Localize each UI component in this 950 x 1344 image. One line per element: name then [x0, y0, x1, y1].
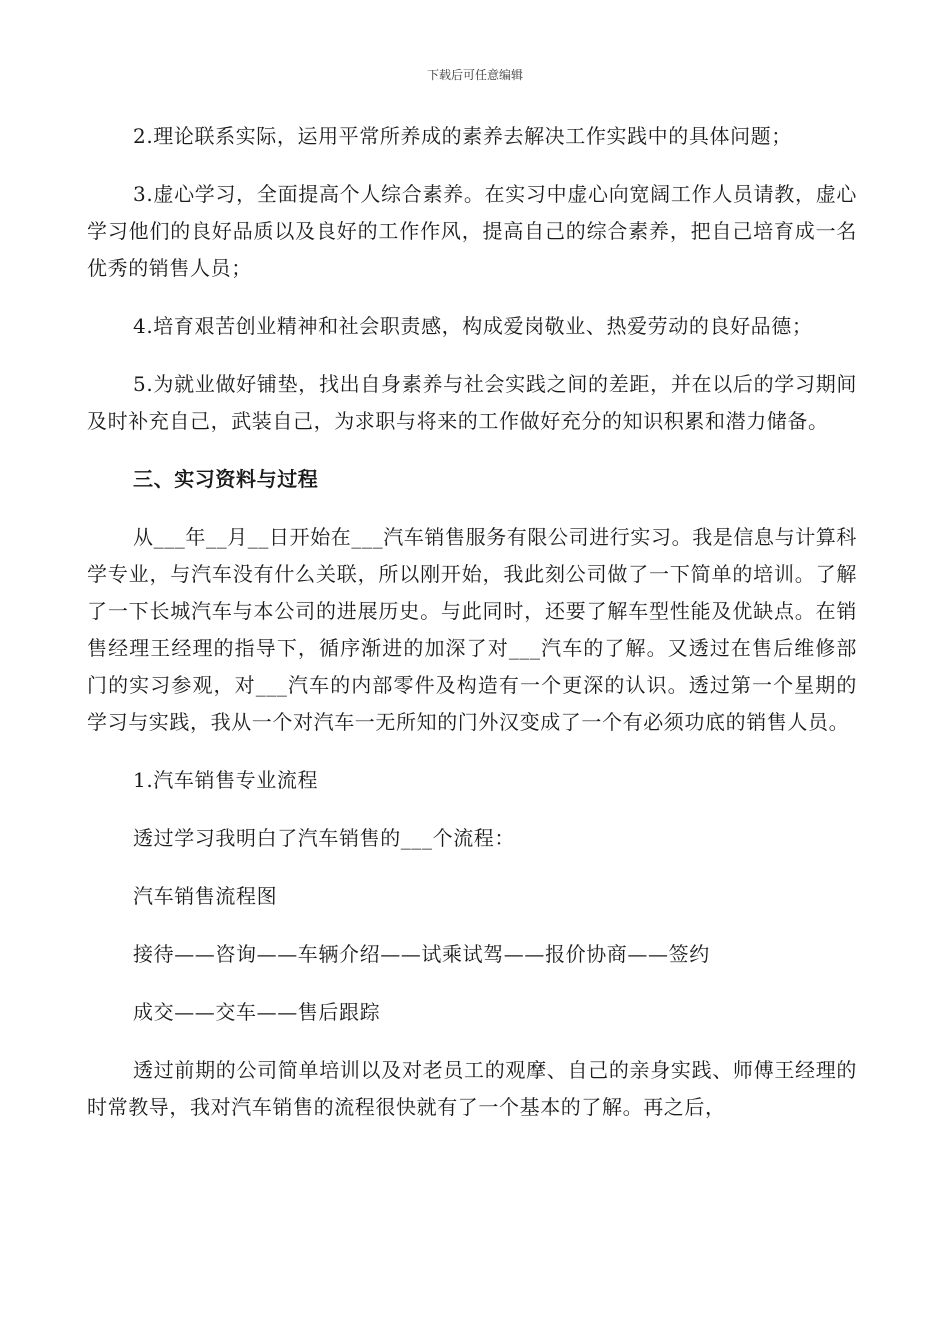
goal-item-2: 2.理论联系实际，运用平常所养成的素养去解决工作实践中的具体问题； — [133, 124, 792, 148]
flowchart-line-2: 成交——交车——售后跟踪 — [133, 1000, 381, 1024]
subsection-title: 1.汽车销售专业流程 — [133, 768, 319, 792]
flowchart-title: 汽车销售流程图 — [133, 884, 278, 908]
section-heading: 三、实习资料与过程 — [133, 467, 319, 491]
document-body — [87, 118, 857, 1147]
goal-item-4: 4.培育艰苦创业精神和社会职责感，构成爱岗敬业、热爱劳动的良好品德； — [133, 314, 813, 338]
flowchart-line-1: 接待——咨询——车辆介绍——试乘试驾——报价协商——签约 — [133, 942, 710, 966]
subsection-intro: 透过学习我明白了汽车销售的___个流程： — [133, 826, 515, 850]
goal-item-5: 5.为就业做好铺垫，找出自身素养与社会实践之间的差距，并在以后的学习期间及时补充自己，武装自己，为求职与将来的工作做好充分的知识积累和潜力储备。 — [87, 372, 857, 433]
page-header-note: 下载后可任意编辑 — [426, 68, 523, 82]
closing-paragraph: 透过前期的公司简单培训以及对老员工的观摩、自己的亲身实践、师傅王经理的时常教导，我对汽车销售的流程很快就有了一个基本的了解。再之后， — [87, 1058, 857, 1119]
goal-item-3: 3.虚心学习，全面提高个人综合素养。在实习中虚心向宽阔工作人员请教，虚心学习他们的良好品质以及良好的工作作风，提高自己的综合素养，把自己培育成一名优秀的销售人员； — [87, 182, 857, 280]
section-paragraph: 从___年__月__日开始在___汽车销售服务有限公司进行实习。我是信息与计算科学专业，与汽车没有什么关联，所以刚开始，我此刻公司做了一下简单的培训。了解了一下长城汽车与本公司的进展历史。与此同时，还要了解车型性能及优缺点。在销售经理王经理的指导下，循序渐进的加深了对___汽车的了解。又透过在售后维修部门的实习参观，对___汽车的内部零件及构造有一个更深的认识。透过第一个星期的学习与实践，我从一个对汽车一无所知的门外汉变成了一个有必须功底的销售人员。 — [87, 525, 857, 734]
